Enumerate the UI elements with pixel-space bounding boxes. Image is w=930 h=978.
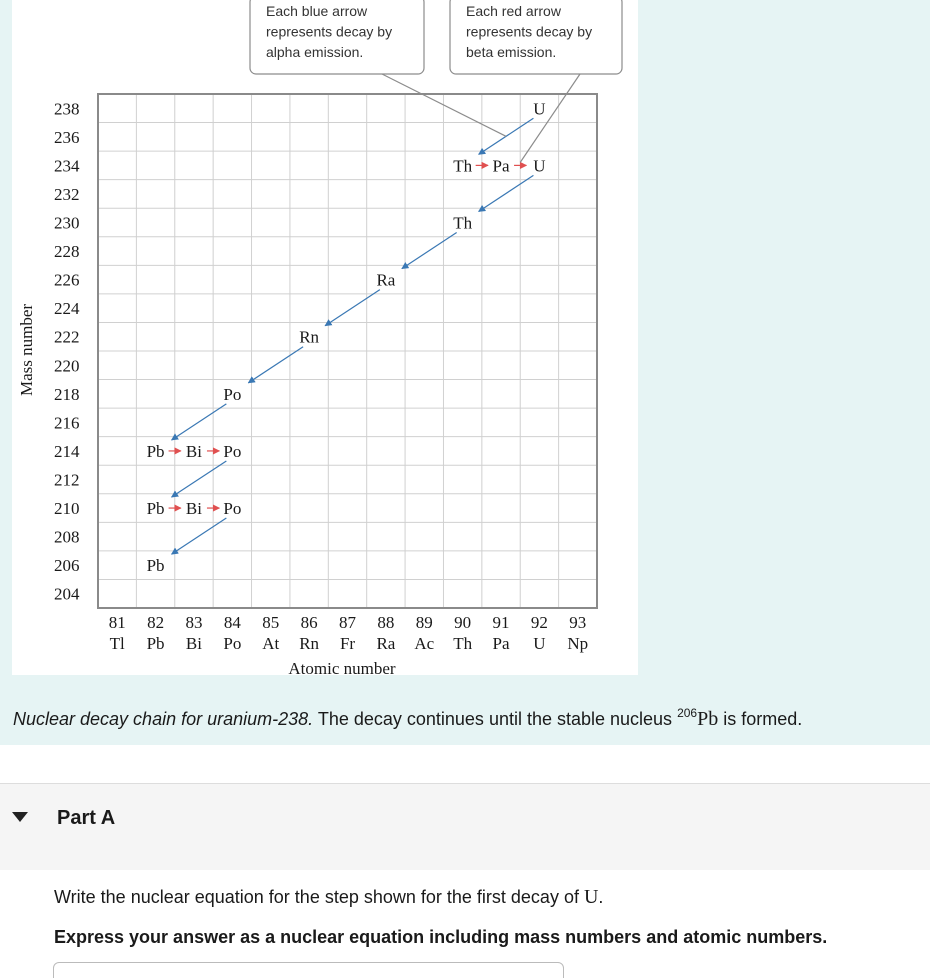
nuclide-label: Th: [453, 213, 473, 233]
x-tick-symbol: Ac: [414, 634, 435, 653]
beta-callout-line: represents decay by: [466, 23, 593, 40]
y-tick-label: 220: [54, 356, 80, 376]
alpha-decay-arrow: [172, 461, 227, 497]
nuclide-label: Bi: [185, 441, 202, 461]
alpha-callout-line: alpha emission.: [266, 44, 364, 60]
y-tick-label: 216: [54, 413, 80, 433]
nuclide-label: Pb: [146, 441, 165, 461]
y-tick-label: 208: [54, 527, 80, 547]
nuclide-label: Po: [223, 384, 242, 404]
alpha-decay-arrow: [402, 233, 457, 269]
question-end: .: [598, 887, 604, 907]
y-tick-label: 218: [54, 384, 80, 404]
caption-superscript: 206: [677, 706, 698, 720]
y-tick-label: 226: [54, 270, 80, 290]
x-tick-symbol: Ra: [376, 634, 396, 653]
x-tick-symbol: Po: [223, 634, 242, 653]
nuclide-label: U: [533, 99, 546, 119]
answer-input[interactable]: [53, 962, 564, 978]
figure-box: [12, 0, 638, 675]
x-tick-symbol: Fr: [339, 634, 356, 653]
nuclide-label: U: [533, 156, 546, 176]
x-tick-label: 81: [108, 613, 126, 632]
part-title: Part A: [57, 807, 116, 829]
figure-caption: [13, 700, 913, 732]
x-tick-label: 88: [377, 613, 395, 632]
nuclide-label: Bi: [185, 499, 202, 519]
collapse-triangle-icon[interactable]: [12, 812, 28, 822]
part-a-header[interactable]: [0, 784, 930, 870]
x-tick-label: 85: [262, 613, 280, 632]
decay-chain-chart: [12, 0, 638, 675]
answer-instructions: Express your answer as a nuclear equation including mass numbers and atomic numbers.: [54, 927, 828, 947]
alpha-decay-arrow: [172, 404, 227, 440]
nuclide-label: Pa: [492, 156, 510, 176]
question-symbol: U: [583, 886, 599, 908]
alpha-decay-arrow: [248, 347, 303, 383]
nuclide-label: Rn: [299, 327, 320, 347]
y-tick-label: 224: [54, 299, 80, 319]
x-tick-symbol: Pb: [146, 634, 165, 653]
x-tick-label: 91: [492, 613, 510, 632]
x-tick-label: 87: [339, 613, 356, 632]
alpha-decay-arrow: [325, 290, 380, 326]
x-tick-symbol: Pa: [492, 634, 510, 653]
y-tick-label: 222: [54, 327, 80, 347]
y-tick-label: 238: [54, 99, 80, 119]
x-tick-symbol: Bi: [185, 634, 202, 653]
x-tick-label: 86: [300, 613, 318, 632]
beta-callout-line: beta emission.: [466, 44, 557, 60]
x-tick-label: 92: [530, 613, 548, 632]
y-tick-label: 232: [54, 184, 80, 204]
beta-callout-line: Each red arrow: [466, 3, 561, 19]
x-tick-symbol: Th: [453, 634, 473, 653]
y-tick-label: 214: [54, 441, 80, 461]
x-tick-label: 93: [569, 613, 587, 632]
alpha-callout-line: represents decay by: [266, 23, 393, 40]
alpha-callout-pointer: [382, 74, 506, 136]
y-axis-label: Mass number: [17, 303, 36, 397]
x-tick-symbol: Rn: [299, 634, 320, 653]
x-tick-label: 89: [415, 613, 433, 632]
nuclide-label: Th: [453, 156, 473, 176]
alpha-callout-line: Each blue arrow: [266, 3, 368, 19]
y-tick-label: 204: [54, 584, 80, 604]
caption-symbol: Pb: [697, 708, 719, 730]
caption-italic: Nuclear decay chain for uranium-238.: [13, 709, 314, 729]
x-axis-label: Atomic number: [288, 659, 396, 675]
question-text: [54, 884, 603, 910]
x-tick-label: 84: [223, 613, 241, 632]
x-tick-symbol: At: [262, 634, 280, 653]
nuclide-label: Ra: [376, 270, 396, 290]
x-tick-label: 82: [147, 613, 165, 632]
beta-callout-pointer: [520, 74, 580, 162]
nuclide-label: Po: [223, 441, 242, 461]
y-tick-label: 206: [54, 556, 80, 576]
caption-text: The decay continues until the stable nucleus: [313, 709, 678, 729]
x-tick-symbol: Np: [567, 634, 589, 653]
alpha-decay-arrow: [172, 518, 227, 554]
y-tick-label: 210: [54, 499, 80, 519]
caption-end: is formed.: [718, 709, 803, 729]
nuclide-label: Pb: [146, 499, 165, 519]
x-tick-symbol: Tl: [109, 634, 125, 653]
alpha-decay-arrow: [479, 175, 534, 211]
y-tick-label: 230: [54, 213, 80, 233]
y-tick-label: 212: [54, 470, 80, 490]
x-tick-label: 90: [454, 613, 472, 632]
question-body: Write the nuclear equation for the step shown for the first decay of: [54, 887, 584, 907]
nuclide-label: Po: [223, 499, 242, 519]
y-tick-label: 234: [54, 156, 80, 176]
y-tick-label: 228: [54, 242, 80, 262]
y-tick-label: 236: [54, 127, 80, 147]
nuclide-label: Pb: [146, 556, 165, 576]
x-tick-label: 83: [185, 613, 203, 632]
x-tick-symbol: U: [533, 634, 546, 653]
